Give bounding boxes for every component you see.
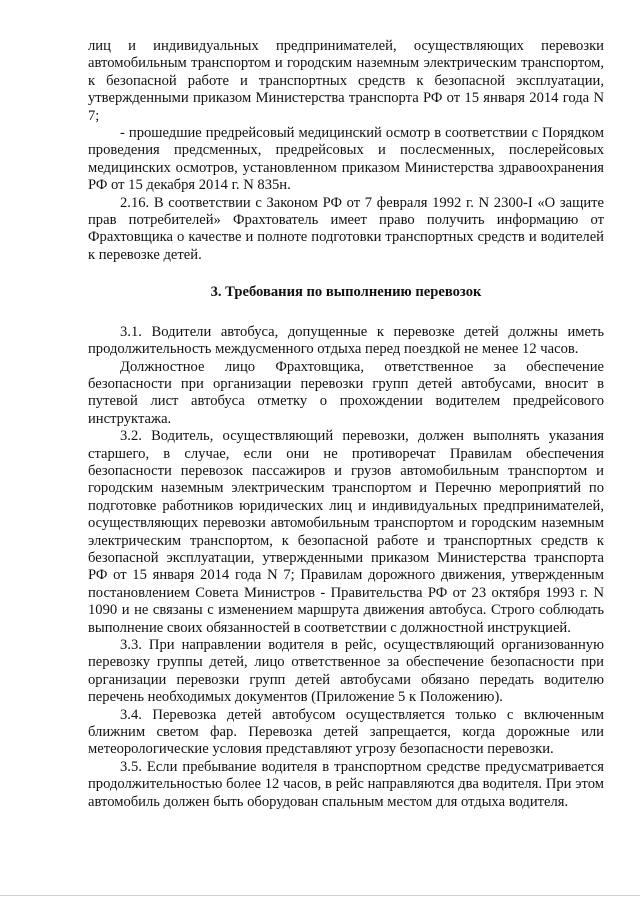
paragraph: 3.3. При направлении водителя в рейс, осуществляющий организованную перевозку группы детей, лицо ответственное за обеспечение безопасности при организации перевозки групп детей автобусами обязано передать водителю перечень необходимых документов (Приложение 5 к Положению). bbox=[88, 637, 604, 706]
page-bottom-border bbox=[0, 895, 640, 896]
paragraph: 3.5. Если пребывание водителя в транспортном средстве предусматривается продолжительностью более 12 часов, в рейс направляются два водителя. При этом автомобиль должен быть оборудован спальным местом для отдыха водителя. bbox=[88, 758, 604, 810]
section-heading: 3. Требования по выполнению перевозок bbox=[210, 284, 482, 301]
paragraph: 3.2. Водитель, осуществляющий перевозки, должен выполнять указания старшего, в случае, если они не противоречат Правилам обеспечения безопасности перевозок пассажиров и грузов автомобильным транспортом и городским наземным электрическим транспортом и Перечню мероприятий по подготовке работников юридических лиц и индивидуальных предпринимателей, осуществляющих перевозки автомобильным транспортом и городским наземным электрическим транспортом, к безопасной работе и транспортных средств к безопасной эксплуатации, утвержденными приказом Министерства транспорта РФ от 15 января 2014 года N 7; Правилам дорожного движения, утвержденным постановлением Совета Министров - Правительства РФ от 23 октября 1993 г. N 1090 и не связаны с изменением маршрута движения автобуса. Строго соблюдать выполнение своих обязанностей в соответствии с должностной инструкцией. bbox=[88, 428, 604, 636]
paragraphs-before-heading bbox=[88, 38, 604, 264]
paragraph: 3.4. Перевозка детей автобусом осуществляется только с включенным ближним светом фар. Перевозка детей запрещается, когда дорожные или метеорологические условия представляют угрозу безопасности перевозки. bbox=[88, 706, 604, 758]
paragraphs-after-heading bbox=[88, 324, 604, 811]
paragraph: лиц и индивидуальных предпринимателей, осуществляющих перевозки автомобильным транспортом и городским наземным электрическим транспортом, к безопасной работе и транспортных средств к безопасной эксплуатации, утвержденными приказом Министерства транспорта РФ от 15 января 2014 года N 7; bbox=[88, 38, 604, 124]
paragraph: 3.1. Водители автобуса, допущенные к перевозке детей должны иметь продолжительность междусменного отдыха перед поездкой не менее 12 часов. bbox=[88, 323, 604, 358]
paragraph: Должностное лицо Фрахтовщика, ответственное за обеспечение безопасности при организации перевозки групп детей автобусами, вносит в путевой лист автобуса отметку о прохождении водителем предрейсового инструктажа. bbox=[88, 358, 604, 427]
paragraph: 2.16. В соответствии с Законом РФ от 7 февраля 1992 г. N 2300-I «О защите прав потребителей» Фрахтователь имеет право получить информацию от Фрахтовщика о качестве и полноте подготовки транспортных средств и водителей к перевозке детей. bbox=[88, 194, 604, 263]
paragraph: - прошедшие предрейсовый медицинский осмотр в соответствии с Порядком проведения предсменных, предрейсовых и послесменных, послерейсовых медицинских осмотров, установленном приказом Министерства здравоохранения РФ от 15 декабря 2014 г. N 835н. bbox=[88, 125, 604, 194]
